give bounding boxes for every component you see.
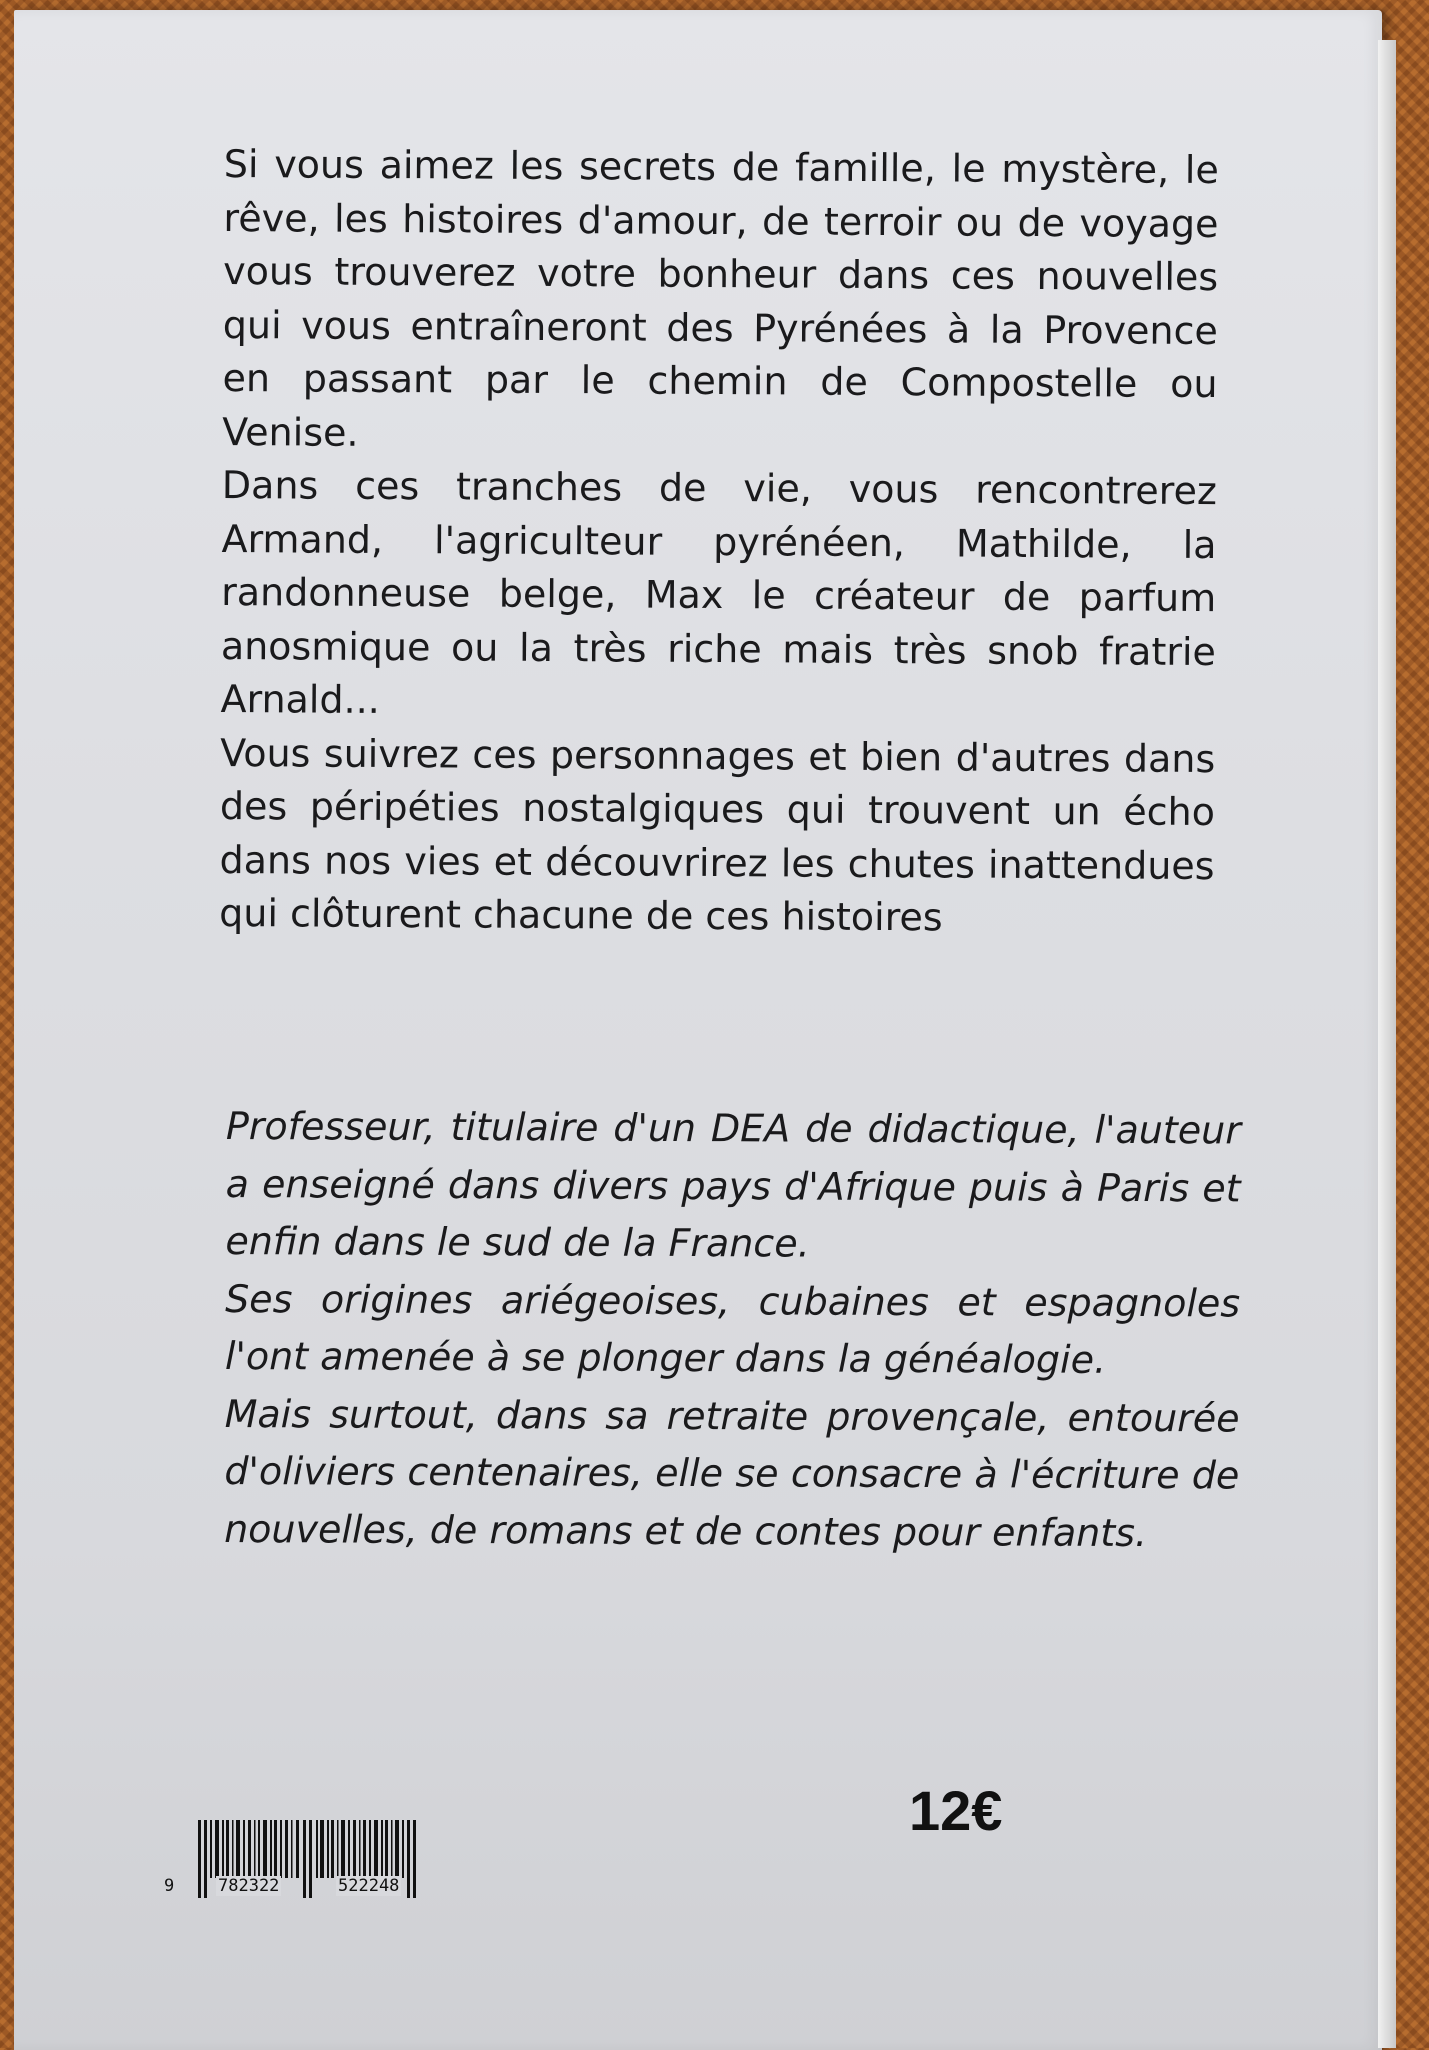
blurb-text <box>219 138 1219 947</box>
isbn-barcode <box>164 1820 454 1898</box>
blurb-paragraph-3: Vous suivrez ces personnages et bien d'autres dans des péripéties nostalgiques qui trouvent un écho dans nos vies et découvrirez les chutes inattendues qui clôturent chacune de ces histoires <box>219 730 1216 940</box>
barcode-lead-digit: 9 <box>164 1876 175 1896</box>
price-label: 12€ <box>909 1779 1003 1842</box>
bio-paragraph-2: Ses origines ariégeoises, cubaines et espagnoles l'ont amenée à se plonger dans la généalogie. <box>224 1276 1241 1382</box>
bio-paragraph-3: Mais surtout, dans sa retraite provençale, entourée d'oliviers centenaires, elle se consacre à l'écriture de nouvelles, de romans et de contes pour enfants. <box>224 1391 1240 1555</box>
blurb-paragraph-1: Si vous aimez les secrets de famille, le mystère, le rêve, les histoires d'amour, de terroir ou de voyage vous trouverez votre bonheur dans ces nouvelles qui vous entraîneront des Pyrénées à la Provence en passant par le chemin de Compostelle ou Venise. <box>222 141 1219 455</box>
book-back-cover <box>14 10 1382 2050</box>
book-page-edge <box>1378 40 1396 2048</box>
blurb-paragraph-2: Dans ces tranches de vie, vous rencontrerez Armand, l'agriculteur pyrénéen, Mathilde, la randonneuse belge, Max le créateur de parfum anosmique ou la très riche mais très snob fratrie Arnald... <box>220 462 1217 722</box>
barcode-left-digits: 782322 <box>218 1876 280 1896</box>
barcode-right-digits: 522248 <box>338 1876 400 1896</box>
bio-paragraph-1: Professeur, titulaire d'un DEA de didactique, l'auteur a enseigné dans divers pays d'Afrique puis à Paris et enfin dans le sud de la France. <box>225 1104 1241 1266</box>
author-bio <box>224 1098 1241 1562</box>
barcode-bars <box>164 1820 454 1898</box>
